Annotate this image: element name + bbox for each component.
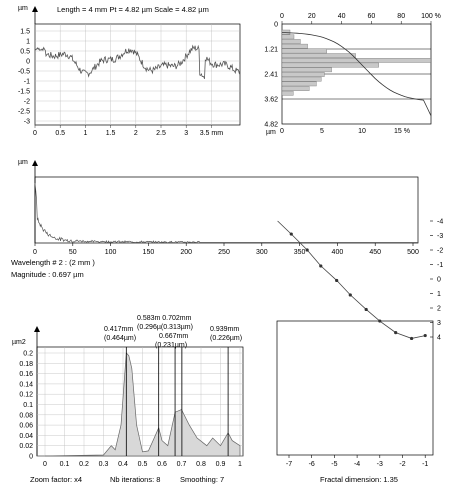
profile-x-tick: 3	[184, 130, 189, 137]
zoom-x-tick: 0.4	[118, 461, 128, 468]
fractal-point	[335, 279, 338, 282]
zoom-y-tick: 0	[29, 453, 33, 461]
zoom-x-tick: 0.1	[59, 461, 70, 468]
spectrum-x-tick: 0	[33, 249, 37, 256]
fractal-point	[424, 334, 427, 337]
zoom-y-tick: 0.1	[23, 402, 33, 409]
zoom-x-tick: 0	[43, 461, 47, 468]
dist-top-tick: 100 %	[421, 13, 441, 20]
profile-chart	[18, 6, 240, 137]
fractal-x-tick: -1	[422, 461, 429, 468]
dist-top-tick: 0	[280, 13, 284, 20]
profile-x-tick: 0.5	[55, 130, 66, 137]
fractal-point	[349, 293, 352, 296]
dist-left-tick: 3.62	[264, 96, 278, 104]
profile-y-tick: -2.5	[17, 108, 30, 116]
zoom-y-tick: 0.02	[19, 443, 33, 451]
dist-bottom-tick: 15 %	[394, 128, 410, 135]
spectrum-x-tick: 50	[68, 249, 77, 256]
fractal-x-tick: -5	[331, 461, 338, 468]
dist-left-tick: 1.21	[264, 46, 278, 54]
zoom-x-tick: 0.2	[79, 461, 89, 468]
peak-label-4: 0.939mm (0.226µm)	[210, 326, 243, 342]
profile-x-tick: 2	[133, 130, 138, 137]
spectrum-chart	[32, 160, 419, 256]
profile-unit: µm	[18, 5, 28, 12]
fractal-y-tick: -4	[437, 218, 444, 226]
fractal-y-tick: -1	[437, 262, 444, 269]
fractal-y-tick: -2	[437, 247, 444, 255]
peak-label-1: 0.417mm (0.464µm)	[104, 326, 137, 342]
dist-left-tick: 2.41	[264, 71, 278, 79]
dist-bottom-tick: 10	[358, 128, 366, 135]
dist-bar	[282, 91, 293, 95]
fractal-x-tick: -2	[399, 461, 406, 468]
zoom-y-tick: 0.16	[19, 371, 33, 379]
dist-bar	[282, 77, 321, 81]
dist-bottom-tick: 0	[280, 128, 284, 135]
zoom-chart	[19, 326, 243, 468]
fractal-y-tick: 2	[437, 305, 441, 313]
profile-frame	[35, 24, 240, 125]
spectrum-x-tick: 500	[407, 249, 419, 256]
zoom-x-tick: 0.5	[137, 461, 148, 468]
dist-bar	[282, 49, 327, 53]
zoom-y-tick: 0.04	[19, 432, 33, 440]
profile-x-tick: 0	[33, 130, 37, 137]
distribution-chart	[264, 13, 441, 135]
spectrum-unit: µm	[18, 159, 28, 166]
fractal-point	[306, 248, 309, 251]
profile-x-tick: 2.5	[156, 130, 166, 137]
zoom-y-tick: 0.14	[19, 381, 33, 389]
zoom-y-tick: 0.2	[23, 350, 33, 358]
dist-left-tick: 0	[274, 21, 278, 29]
dist-top-tick: 80	[397, 13, 406, 20]
zoom-x-tick: 0.7	[176, 461, 187, 468]
spectrum-x-tick: 300	[255, 249, 268, 256]
dist-left-tick: 4.82	[264, 121, 278, 129]
zoom-y-tick: 0.12	[19, 391, 33, 399]
dist-bar	[282, 39, 300, 43]
fractal-point	[410, 337, 413, 340]
spectrum-curve	[35, 183, 418, 243]
magnitude-text: Magnitude : 0.697 µm	[11, 270, 84, 279]
spectrum-x-tick: 150	[142, 249, 155, 256]
dist-bar	[282, 54, 356, 58]
dist-bar	[282, 86, 309, 90]
profile-y-tick: -2	[23, 98, 30, 106]
spectrum-x-tick: 400	[331, 249, 344, 256]
spectrum-x-tick: 250	[218, 249, 230, 256]
profile-y-tick: -1.5	[17, 88, 30, 96]
fractal-point	[394, 331, 397, 334]
zoom-y-tick: 0.06	[19, 422, 33, 430]
iterations-text: Nb iterations: 8	[110, 475, 161, 484]
fractal-x-tick: -4	[353, 461, 361, 468]
dist-bar	[282, 63, 379, 67]
profile-y-tick: 1	[26, 38, 30, 46]
fractal-x-tick: -6	[308, 461, 315, 468]
spectrum-x-tick: 450	[369, 249, 382, 256]
smoothing-text: Smoothing: 7	[180, 475, 225, 484]
profile-y-tick: 0	[26, 58, 30, 66]
spectrum-x-tick: 200	[180, 249, 193, 256]
fractal-point	[365, 308, 368, 311]
profile-x-tick: 1	[83, 130, 88, 137]
spectrum-x-tick: 350	[293, 249, 306, 256]
fractal-x-tick: -7	[285, 461, 293, 468]
profile-y-tick: -3	[23, 118, 30, 126]
dist-bar	[282, 82, 316, 86]
fractal-y-tick: 0	[437, 276, 441, 284]
fractal-y-tick: -3	[437, 233, 444, 240]
zoom-x-tick: 0.8	[196, 461, 206, 468]
fractal-point	[290, 232, 293, 235]
fractal-y-tick: 3	[437, 320, 441, 327]
peak-label-2: 0.583m 0.702mm (0.296µ(0.313µm) 0.667mm (0.231µm)	[137, 315, 193, 349]
distribution-unit: µm	[266, 129, 276, 136]
profile-x-tick: 1.5	[105, 130, 116, 137]
dist-top-tick: 20	[307, 13, 316, 20]
dist-bar	[282, 72, 324, 76]
fractal-frame	[277, 321, 433, 455]
profile-x-tick: 3.5 mm	[199, 130, 224, 137]
profile-header: Length = 4 mm Pt = 4.82 µm Scale = 4.82 µm	[57, 5, 209, 14]
wavelength-text: Wavelength # 2 : (2 mm )	[11, 258, 95, 267]
dist-top-tick: 40	[337, 13, 346, 20]
profile-y-tick: 1.5	[20, 28, 30, 36]
zoom-y-tick: 0.18	[19, 360, 33, 368]
fractal-y-tick: 1	[437, 291, 441, 298]
spectrum-x-tick: 100	[104, 249, 117, 256]
zoom-y-tick: 0.08	[19, 412, 33, 420]
profile-y-tick: -0.5	[17, 68, 30, 76]
zoom-x-tick: 1	[238, 461, 242, 468]
fractal-x-tick: -3	[376, 461, 383, 468]
dist-bar	[282, 44, 308, 48]
fractal-y-tick: 4	[437, 334, 441, 342]
dist-top-tick: 60	[367, 13, 376, 20]
fractal-dimension-text: Fractal dimension: 1.35	[320, 475, 398, 484]
fractal-point	[378, 319, 381, 322]
zoom-unit: µm2	[12, 339, 26, 346]
profile-y-tick: 0.5	[20, 48, 30, 56]
zoom-x-tick: 0.3	[98, 461, 109, 468]
dist-bar	[282, 68, 332, 72]
spectrum-frame	[35, 177, 418, 243]
zoom-x-tick: 0.9	[215, 461, 226, 468]
dist-bottom-tick: 5	[320, 128, 324, 135]
fractal-point	[319, 264, 322, 267]
dist-bar	[282, 35, 294, 39]
zoom-factor-text: Zoom factor: x4	[30, 475, 83, 484]
profile-curve	[35, 46, 240, 79]
profile-y-tick: -1	[23, 78, 30, 86]
zoom-x-tick: 0.6	[157, 461, 167, 468]
